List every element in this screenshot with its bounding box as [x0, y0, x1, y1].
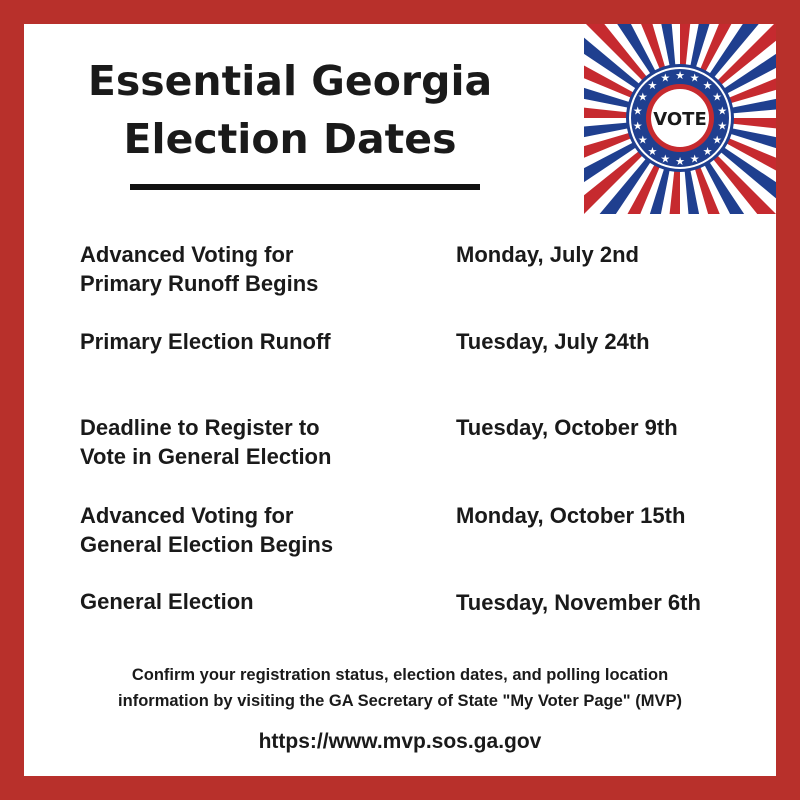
- title-line-1: Essential Georgia: [87, 57, 493, 105]
- svg-text:★: ★: [660, 71, 671, 85]
- event-name-line-1: Advanced Voting for: [80, 503, 294, 528]
- svg-text:★: ★: [637, 133, 648, 147]
- title-line-2: Election Dates: [123, 115, 457, 163]
- event-date: Tuesday, November 6th: [456, 590, 701, 615]
- svg-text:★: ★: [689, 152, 700, 166]
- mvp-url: https://www.mvp.sos.ga.gov: [258, 730, 542, 753]
- event-name-line-2: Primary Runoff Begins: [80, 271, 319, 296]
- event-date: Monday, October 15th: [456, 503, 686, 528]
- svg-text:★: ★: [637, 90, 648, 104]
- svg-text:★: ★: [717, 104, 728, 118]
- event-name: [80, 327, 440, 356]
- event-date: Tuesday, July 24th: [456, 329, 650, 354]
- svg-text:★: ★: [675, 69, 685, 82]
- event-name-line-2: General Election Begins: [80, 532, 334, 557]
- vote-badge-icon: [584, 24, 776, 214]
- svg-text:★: ★: [702, 79, 713, 93]
- svg-text:★: ★: [702, 144, 713, 158]
- event-name-line-1: Deadline to Register to: [80, 415, 320, 440]
- event-name: [80, 587, 440, 616]
- svg-text:★: ★: [675, 155, 685, 168]
- svg-text:★: ★: [717, 119, 728, 133]
- event-name-line-1: Advanced Voting for: [80, 242, 294, 267]
- svg-text:★: ★: [632, 119, 643, 133]
- svg-text:★: ★: [660, 152, 671, 166]
- vote-label: VOTE: [653, 109, 707, 130]
- footer-note: [40, 662, 760, 714]
- svg-text:★: ★: [632, 104, 643, 118]
- event-name: [80, 240, 440, 298]
- svg-text:★: ★: [647, 144, 658, 158]
- svg-text:★: ★: [689, 71, 700, 85]
- page-title: [40, 52, 540, 168]
- event-name-line-1: Primary Election Runoff: [80, 329, 331, 354]
- footer-line-1: Confirm your registration status, election dates, and polling location: [131, 666, 669, 684]
- title-divider: [130, 184, 480, 190]
- event-date: Monday, July 2nd: [456, 242, 639, 267]
- event-name: [80, 501, 440, 559]
- svg-text:★: ★: [712, 90, 723, 104]
- event-name: [80, 413, 440, 471]
- svg-text:★: ★: [712, 133, 723, 147]
- event-date: Tuesday, October 9th: [456, 415, 678, 440]
- footer-line-2: information by visiting the GA Secretary of State "My Voter Page" (MVP): [118, 692, 682, 710]
- svg-text:★: ★: [647, 79, 658, 93]
- event-name-line-2: Vote in General Election: [80, 444, 332, 469]
- event-name-line-1: General Election: [80, 589, 254, 614]
